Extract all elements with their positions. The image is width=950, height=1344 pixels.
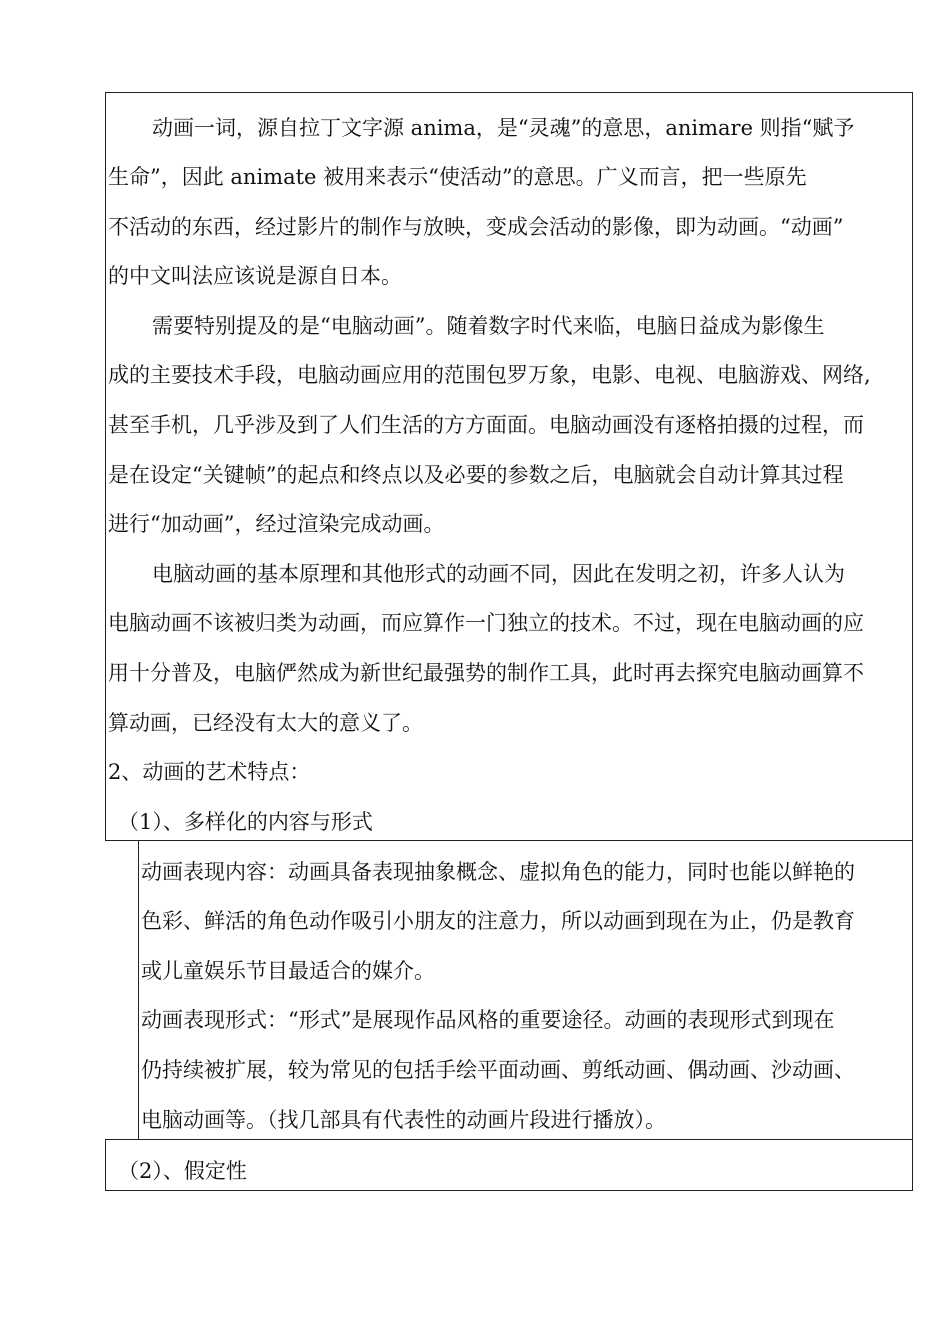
paragraph-line: 色彩、鲜活的角色动作吸引小朋友的注意力，所以动画到现在为止，仍是教育: [141, 909, 855, 933]
paragraph-line: 电脑动画等。（找几部具有代表性的动画片段进行播放）。: [141, 1108, 666, 1132]
section-heading: 2、动画的艺术特点：: [108, 760, 311, 784]
paragraph-line: 动画表现内容：动画具备表现抽象概念、虚拟角色的能力，同时也能以鲜艳的: [141, 860, 855, 884]
paragraph-line: 进行“加动画”，经过渲染完成动画。: [108, 512, 445, 536]
paragraph-line: 是在设定“关键帧”的起点和终点以及必要的参数之后，电脑就会自动计算其过程: [108, 463, 844, 487]
paragraph-line: 生命”，因此 animate 被用来表示“使活动”的意思。广义而言，把一些原先: [108, 165, 807, 189]
paragraph-line: 动画一词，源自拉丁文字源 anima，是“灵魂”的意思，animare 则指“赋予: [152, 116, 855, 140]
paragraph-line: 电脑动画的基本原理和其他形式的动画不同，因此在发明之初，许多人认为: [152, 562, 845, 586]
paragraph-line: 甚至手机，几乎涉及到了人们生活的方方面面。电脑动画没有逐格拍摄的过程，而: [108, 413, 864, 437]
paragraph-line: 用十分普及，电脑俨然成为新世纪最强势的制作工具，此时再去探究电脑动画算不: [108, 661, 864, 685]
paragraph-line: 成的主要技术手段，电脑动画应用的范围包罗万象，电影、电视、电脑游戏、网络,: [108, 363, 871, 387]
subsection-heading: （1）、多样化的内容与形式: [118, 810, 373, 834]
paragraph-line: 电脑动画不该被归类为动画，而应算作一门独立的技术。不过，现在电脑动画的应: [108, 611, 864, 635]
paragraph-line: 需要特别提及的是“电脑动画”。随着数字时代来临，电脑日益成为影像生: [152, 314, 825, 338]
paragraph-line: 或儿童娱乐节目最适合的媒介。: [141, 959, 435, 983]
paragraph-line: 的中文叫法应该说是源自日本。: [108, 264, 402, 288]
paragraph-line: 不活动的东西，经过影片的制作与放映，变成会活动的影像，即为动画。“动画”: [108, 215, 844, 239]
paragraph-line: 算动画，已经没有太大的意义了。: [108, 711, 423, 735]
paragraph-line: 仍持续被扩展，较为常见的包括手绘平面动画、剪纸动画、偶动画、沙动画、: [141, 1058, 855, 1082]
paragraph-line: 动画表现形式：“形式”是展现作品风格的重要途径。动画的表现形式到现在: [141, 1008, 835, 1032]
subsection-heading: （2）、假定性: [118, 1159, 247, 1183]
